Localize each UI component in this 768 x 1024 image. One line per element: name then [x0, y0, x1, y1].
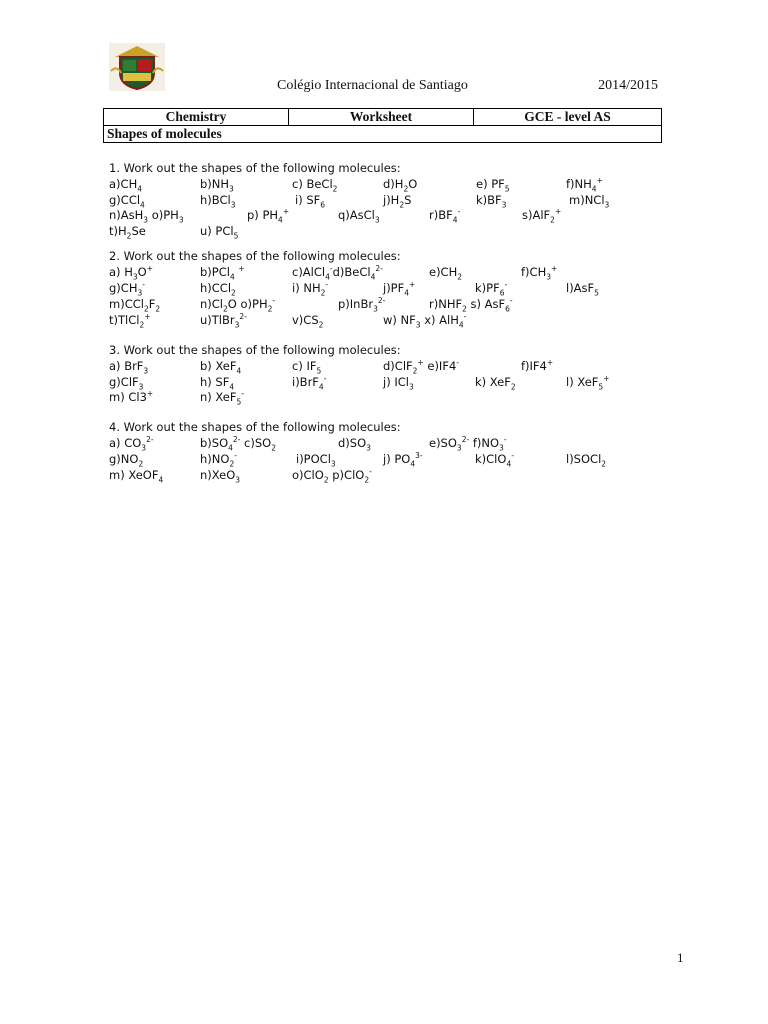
q1-item: m)NCl$_3$: [569, 193, 610, 210]
q1-item: c) BeCl$_2$: [292, 177, 338, 194]
type-cell: Worksheet: [289, 109, 474, 126]
q2-item: l)AsF$_5$: [566, 281, 599, 298]
q1-item: h)BCl$_3$: [200, 193, 236, 210]
q3-item: f)IF4+: [521, 358, 554, 373]
q2-item: w) $NF_3$ x) AlH$_4$-: [383, 312, 467, 330]
q4-item: $e)SO_3^{2-}$ $f)NO_3^-$: [429, 435, 507, 453]
q4-item: $d)SO_3$: [338, 436, 371, 453]
q3-item: j) ICl$_3$: [383, 375, 414, 392]
q4-item: $h)NO_2^-$: [200, 451, 237, 469]
page-number: 1: [677, 950, 684, 965]
q4-item: $g)NO_2$: [109, 452, 144, 469]
q1-item: n)AsH$_3$ $o)PH_3$: [109, 208, 184, 225]
topic-cell: Shapes of molecules: [104, 126, 662, 143]
school-name: Colégio Internacional de Santiago: [277, 78, 468, 93]
q2-item: i) $NH_2^-$: [292, 280, 329, 298]
q3-item: m) Cl3+: [109, 389, 154, 404]
q1-item: p) $PH_4^+$: [247, 207, 290, 225]
q4-item: k)ClO$_4$-: [475, 451, 514, 469]
level-cell: GCE - level AS: [474, 109, 662, 126]
q2-item: $e)CH_2$: [429, 265, 463, 282]
q1-item: $a)CH_4$: [109, 177, 142, 194]
q3-item: b) XeF$_4$: [200, 359, 242, 376]
q3-item: k) XeF$_2$: [475, 375, 516, 392]
q3-item: g)ClF$_3$: [109, 375, 144, 392]
q1-item: $d)H_2O$: [383, 177, 418, 194]
q1-item: $b)NH_3$: [200, 177, 234, 194]
q1-item: u) PCl$_5$: [200, 224, 239, 241]
q2-item: t)TlCl$_2$+: [109, 312, 151, 330]
q1-item: $j)H_2S$: [383, 193, 412, 210]
q2-item: c)AlCl$_4$-d)BeCl$_4^{2-}$: [292, 264, 383, 282]
q2-item: $j)PF_4^+$: [383, 280, 416, 298]
q2-item: $f)CH_3^+$: [521, 264, 558, 282]
q1-item: $k)BF_3$: [476, 193, 507, 210]
q4-heading: 4. Work out the shapes of the following molecules:: [109, 420, 401, 434]
q2-item: b)PCl$_4$ +: [200, 264, 245, 282]
q2-item: $n)Cl_2O$ $o)PH_2^-$: [200, 296, 276, 314]
q2-item: $m)CCl_2F_2$: [109, 297, 161, 314]
q2-item: p)InBr$_3^{2-}$: [338, 296, 386, 314]
q3-item: d)ClF$_2$+ e)IF4-: [383, 358, 459, 376]
q1-item: e) $PF_5$: [476, 177, 510, 194]
q1-item: $r)BF_4^-$: [429, 207, 461, 225]
q1-item: i) $SF_6$: [295, 193, 326, 210]
q2-item: a) $H_3O^+$: [109, 264, 153, 282]
q2-item: h)CCl$_2$: [200, 281, 236, 298]
q2-item: $v)CS_2$: [292, 313, 324, 330]
q4-item: i)POCl$_3$: [296, 452, 336, 469]
q4-item: l)SOCl$_2$: [566, 452, 607, 469]
q4-item: o)ClO$_2$ p)ClO$_2$-: [292, 467, 372, 485]
q1-item: $t)H_2Se$: [109, 224, 146, 241]
q4-item: a) $CO_3^{2-}$: [109, 435, 154, 453]
q2-item: u)TlBr$_3^{2-}$: [200, 312, 247, 330]
q3-item: n) XeF$_5$-: [200, 389, 244, 407]
q2-item: $k)PF_6^-$: [475, 280, 508, 298]
q2-item: $g)CH_3^-$: [109, 280, 145, 298]
q1-heading: 1. Work out the shapes of the following molecules:: [109, 161, 401, 175]
q3-heading: 3. Work out the shapes of the following molecules:: [109, 343, 401, 357]
q3-item: c) $IF_5$: [292, 359, 322, 376]
worksheet-header-table: [103, 108, 662, 143]
q3-item: i)BrF$_4$-: [292, 374, 327, 392]
q3-item: a) BrF$_3$: [109, 359, 149, 376]
q1-item: s)AlF$_2$+: [522, 207, 562, 225]
q2-item: $r)NHF_2$ s) AsF$_6$-: [429, 296, 513, 314]
school-crest-logo: [109, 43, 165, 91]
q4-item: n)XeO$_3$: [200, 468, 241, 485]
q4-item: $b)SO_4^{2-}$ $c)SO_2$: [200, 435, 277, 453]
q2-heading: 2. Work out the shapes of the following molecules:: [109, 249, 401, 263]
q1-item: g)CCl$_4$: [109, 193, 145, 210]
q3-item: h) $SF_4$: [200, 375, 235, 392]
q1-item: q)AsCl$_3$: [338, 208, 380, 225]
q4-item: j) $PO_4^{3-}$: [383, 451, 423, 469]
q3-item: l) XeF$_5$+: [566, 374, 610, 392]
academic-year: 2014/2015: [598, 78, 658, 93]
q4-item: m) XeOF$_4$: [109, 468, 164, 485]
subject-cell: Chemistry: [104, 109, 289, 126]
q1-item: $f)NH_4^+$: [566, 176, 603, 194]
